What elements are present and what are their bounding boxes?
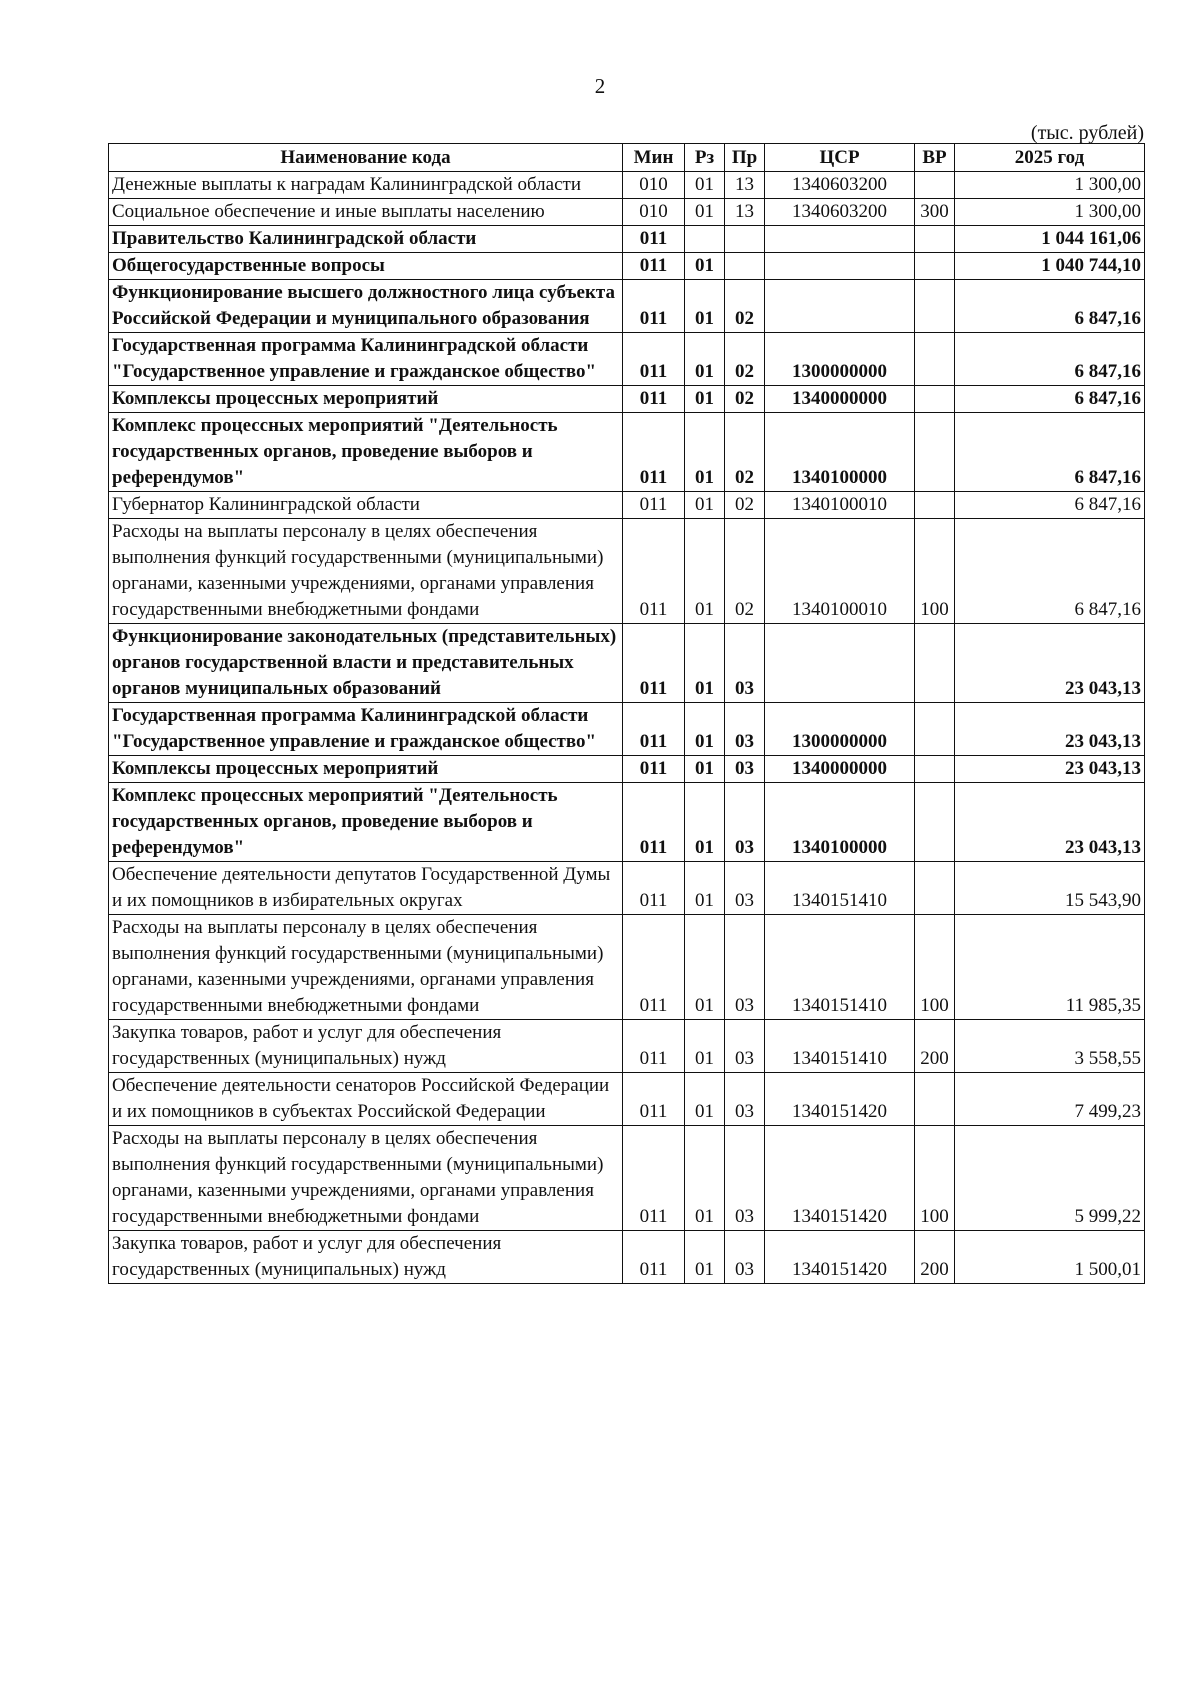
table-row — [109, 783, 1145, 862]
cell-vr — [915, 1073, 955, 1126]
cell-vr — [915, 226, 955, 253]
cell-amount: 23 043,13 — [955, 783, 1145, 862]
cell-csr: 1340151410 — [765, 862, 915, 915]
cell-min: 011 — [623, 703, 685, 756]
cell-vr: 200 — [915, 1020, 955, 1073]
cell-vr: 100 — [915, 1126, 955, 1231]
cell-rz — [685, 226, 725, 253]
cell-name: Денежные выплаты к наградам Калининградской области — [109, 172, 623, 199]
cell-name: Закупка товаров, работ и услуг для обеспечения государственных (муниципальных) нужд — [109, 1020, 623, 1073]
cell-pr: 03 — [725, 1020, 765, 1073]
cell-min: 011 — [623, 492, 685, 519]
cell-vr: 300 — [915, 199, 955, 226]
cell-vr — [915, 253, 955, 280]
cell-vr — [915, 386, 955, 413]
table-row — [109, 1073, 1145, 1126]
cell-amount: 6 847,16 — [955, 492, 1145, 519]
column-header-rz: Рз — [685, 144, 725, 172]
table-row — [109, 1126, 1145, 1231]
cell-rz: 01 — [685, 624, 725, 703]
table-row — [109, 280, 1145, 333]
column-header-min: Мин — [623, 144, 685, 172]
cell-amount: 23 043,13 — [955, 756, 1145, 783]
cell-name: Общегосударственные вопросы — [109, 253, 623, 280]
cell-amount: 3 558,55 — [955, 1020, 1145, 1073]
cell-min: 011 — [623, 624, 685, 703]
cell-pr: 13 — [725, 172, 765, 199]
cell-min: 011 — [623, 519, 685, 624]
cell-pr: 03 — [725, 756, 765, 783]
table-row — [109, 703, 1145, 756]
cell-csr: 1340151420 — [765, 1231, 915, 1284]
cell-pr: 03 — [725, 783, 765, 862]
budget-table — [108, 143, 1145, 1284]
column-header-csr: ЦСР — [765, 144, 915, 172]
cell-csr: 1340603200 — [765, 199, 915, 226]
cell-min: 011 — [623, 333, 685, 386]
cell-csr: 1340603200 — [765, 172, 915, 199]
cell-vr — [915, 172, 955, 199]
cell-pr: 02 — [725, 333, 765, 386]
cell-pr: 02 — [725, 492, 765, 519]
cell-vr: 100 — [915, 915, 955, 1020]
cell-rz: 01 — [685, 333, 725, 386]
cell-name: Комплекс процессных мероприятий "Деятельность государственных органов, проведение выборов и референдумов" — [109, 413, 623, 492]
cell-rz: 01 — [685, 519, 725, 624]
cell-min: 010 — [623, 199, 685, 226]
cell-amount: 1 040 744,10 — [955, 253, 1145, 280]
cell-name: Комплекс процессных мероприятий "Деятельность государственных органов, проведение выборов и референдумов" — [109, 783, 623, 862]
cell-min: 011 — [623, 253, 685, 280]
cell-min: 011 — [623, 1126, 685, 1231]
cell-vr — [915, 492, 955, 519]
cell-rz: 01 — [685, 492, 725, 519]
table-row — [109, 915, 1145, 1020]
cell-name: Государственная программа Калининградской области "Государственное управление и гражданское общество" — [109, 333, 623, 386]
cell-rz: 01 — [685, 253, 725, 280]
table-row — [109, 492, 1145, 519]
cell-amount: 15 543,90 — [955, 862, 1145, 915]
cell-csr: 1340100000 — [765, 783, 915, 862]
cell-pr — [725, 253, 765, 280]
cell-csr: 1300000000 — [765, 703, 915, 756]
cell-name: Обеспечение деятельности сенаторов Российской Федерации и их помощников в субъектах Российской Федерации — [109, 1073, 623, 1126]
cell-name: Комплексы процессных мероприятий — [109, 756, 623, 783]
table-row — [109, 172, 1145, 199]
cell-min: 011 — [623, 1231, 685, 1284]
cell-pr: 13 — [725, 199, 765, 226]
cell-amount: 1 500,01 — [955, 1231, 1145, 1284]
cell-csr: 1340000000 — [765, 386, 915, 413]
cell-csr: 1340100000 — [765, 413, 915, 492]
cell-rz: 01 — [685, 413, 725, 492]
table-header-row — [109, 144, 1145, 172]
cell-pr: 03 — [725, 915, 765, 1020]
cell-pr — [725, 226, 765, 253]
cell-name: Расходы на выплаты персоналу в целях обеспечения выполнения функций государственными (муниципальными) органами, казенными учреждениями, органами управления государственными внебюджетными фондами — [109, 519, 623, 624]
cell-rz: 01 — [685, 199, 725, 226]
column-header-name: Наименование кода — [109, 144, 623, 172]
table-body — [109, 172, 1145, 1284]
cell-rz: 01 — [685, 280, 725, 333]
cell-vr — [915, 783, 955, 862]
cell-amount: 6 847,16 — [955, 280, 1145, 333]
cell-amount: 7 499,23 — [955, 1073, 1145, 1126]
table-row — [109, 1020, 1145, 1073]
cell-min: 011 — [623, 280, 685, 333]
cell-vr — [915, 333, 955, 386]
cell-min: 011 — [623, 413, 685, 492]
cell-csr: 1340151410 — [765, 915, 915, 1020]
cell-csr: 1340000000 — [765, 756, 915, 783]
cell-amount: 11 985,35 — [955, 915, 1145, 1020]
cell-rz: 01 — [685, 386, 725, 413]
table-row — [109, 386, 1145, 413]
cell-min: 011 — [623, 1073, 685, 1126]
cell-vr: 200 — [915, 1231, 955, 1284]
table-row — [109, 226, 1145, 253]
cell-amount: 6 847,16 — [955, 333, 1145, 386]
cell-name: Функционирование законодательных (представительных) органов государственной власти и представительных органов муниципальных образований — [109, 624, 623, 703]
cell-rz: 01 — [685, 1126, 725, 1231]
cell-name: Правительство Калининградской области — [109, 226, 623, 253]
cell-min: 011 — [623, 1020, 685, 1073]
cell-vr — [915, 756, 955, 783]
column-header-pr: Пр — [725, 144, 765, 172]
cell-csr: 1340100010 — [765, 492, 915, 519]
cell-min: 010 — [623, 172, 685, 199]
cell-rz: 01 — [685, 783, 725, 862]
cell-min: 011 — [623, 862, 685, 915]
cell-min: 011 — [623, 386, 685, 413]
cell-amount: 5 999,22 — [955, 1126, 1145, 1231]
cell-amount: 23 043,13 — [955, 703, 1145, 756]
cell-pr: 03 — [725, 703, 765, 756]
cell-rz: 01 — [685, 703, 725, 756]
cell-name: Государственная программа Калининградской области "Государственное управление и гражданское общество" — [109, 703, 623, 756]
table-row — [109, 199, 1145, 226]
cell-vr — [915, 413, 955, 492]
cell-csr: 1300000000 — [765, 333, 915, 386]
cell-min: 011 — [623, 915, 685, 1020]
cell-csr — [765, 280, 915, 333]
table-row — [109, 862, 1145, 915]
cell-vr — [915, 280, 955, 333]
table-row — [109, 624, 1145, 703]
cell-rz: 01 — [685, 1073, 725, 1126]
cell-name: Социальное обеспечение и иные выплаты населению — [109, 199, 623, 226]
cell-amount: 23 043,13 — [955, 624, 1145, 703]
page-number: 2 — [594, 74, 606, 98]
cell-name: Расходы на выплаты персоналу в целях обеспечения выполнения функций государственными (муниципальными) органами, казенными учреждениями, органами управления государственными внебюджетными фондами — [109, 915, 623, 1020]
table-row — [109, 519, 1145, 624]
cell-rz: 01 — [685, 1231, 725, 1284]
table-row — [109, 333, 1145, 386]
cell-min: 011 — [623, 226, 685, 253]
cell-pr: 02 — [725, 280, 765, 333]
cell-rz: 01 — [685, 756, 725, 783]
cell-csr: 1340100010 — [765, 519, 915, 624]
cell-vr — [915, 862, 955, 915]
cell-amount: 6 847,16 — [955, 386, 1145, 413]
column-header-amount: 2025 год — [955, 144, 1145, 172]
table-row — [109, 253, 1145, 280]
cell-name: Функционирование высшего должностного лица субъекта Российской Федерации и муниципального образования — [109, 280, 623, 333]
cell-name: Закупка товаров, работ и услуг для обеспечения государственных (муниципальных) нужд — [109, 1231, 623, 1284]
cell-min: 011 — [623, 783, 685, 862]
cell-name: Комплексы процессных мероприятий — [109, 386, 623, 413]
cell-pr: 02 — [725, 413, 765, 492]
table-row — [109, 413, 1145, 492]
cell-rz: 01 — [685, 1020, 725, 1073]
cell-pr: 03 — [725, 862, 765, 915]
cell-pr: 02 — [725, 519, 765, 624]
cell-amount: 1 300,00 — [955, 199, 1145, 226]
cell-amount: 6 847,16 — [955, 519, 1145, 624]
cell-vr — [915, 703, 955, 756]
cell-pr: 03 — [725, 1231, 765, 1284]
cell-csr — [765, 253, 915, 280]
cell-amount: 6 847,16 — [955, 413, 1145, 492]
cell-vr — [915, 624, 955, 703]
table-row — [109, 756, 1145, 783]
cell-rz: 01 — [685, 862, 725, 915]
cell-vr: 100 — [915, 519, 955, 624]
cell-csr: 1340151420 — [765, 1126, 915, 1231]
cell-csr — [765, 226, 915, 253]
cell-name: Обеспечение деятельности депутатов Государственной Думы и их помощников в избирательных округах — [109, 862, 623, 915]
cell-rz: 01 — [685, 172, 725, 199]
cell-amount: 1 300,00 — [955, 172, 1145, 199]
cell-amount: 1 044 161,06 — [955, 226, 1145, 253]
cell-pr: 03 — [725, 1126, 765, 1231]
cell-csr: 1340151420 — [765, 1073, 915, 1126]
cell-pr: 02 — [725, 386, 765, 413]
cell-name: Расходы на выплаты персоналу в целях обеспечения выполнения функций государственными (муниципальными) органами, казенными учреждениями, органами управления государственными внебюджетными фондами — [109, 1126, 623, 1231]
cell-rz: 01 — [685, 915, 725, 1020]
column-header-vr: ВР — [915, 144, 955, 172]
cell-csr — [765, 624, 915, 703]
cell-pr: 03 — [725, 624, 765, 703]
cell-csr: 1340151410 — [765, 1020, 915, 1073]
cell-pr: 03 — [725, 1073, 765, 1126]
table-row — [109, 1231, 1145, 1284]
units-label: (тыс. рублей) — [1030, 122, 1144, 144]
cell-name: Губернатор Калининградской области — [109, 492, 623, 519]
cell-min: 011 — [623, 756, 685, 783]
